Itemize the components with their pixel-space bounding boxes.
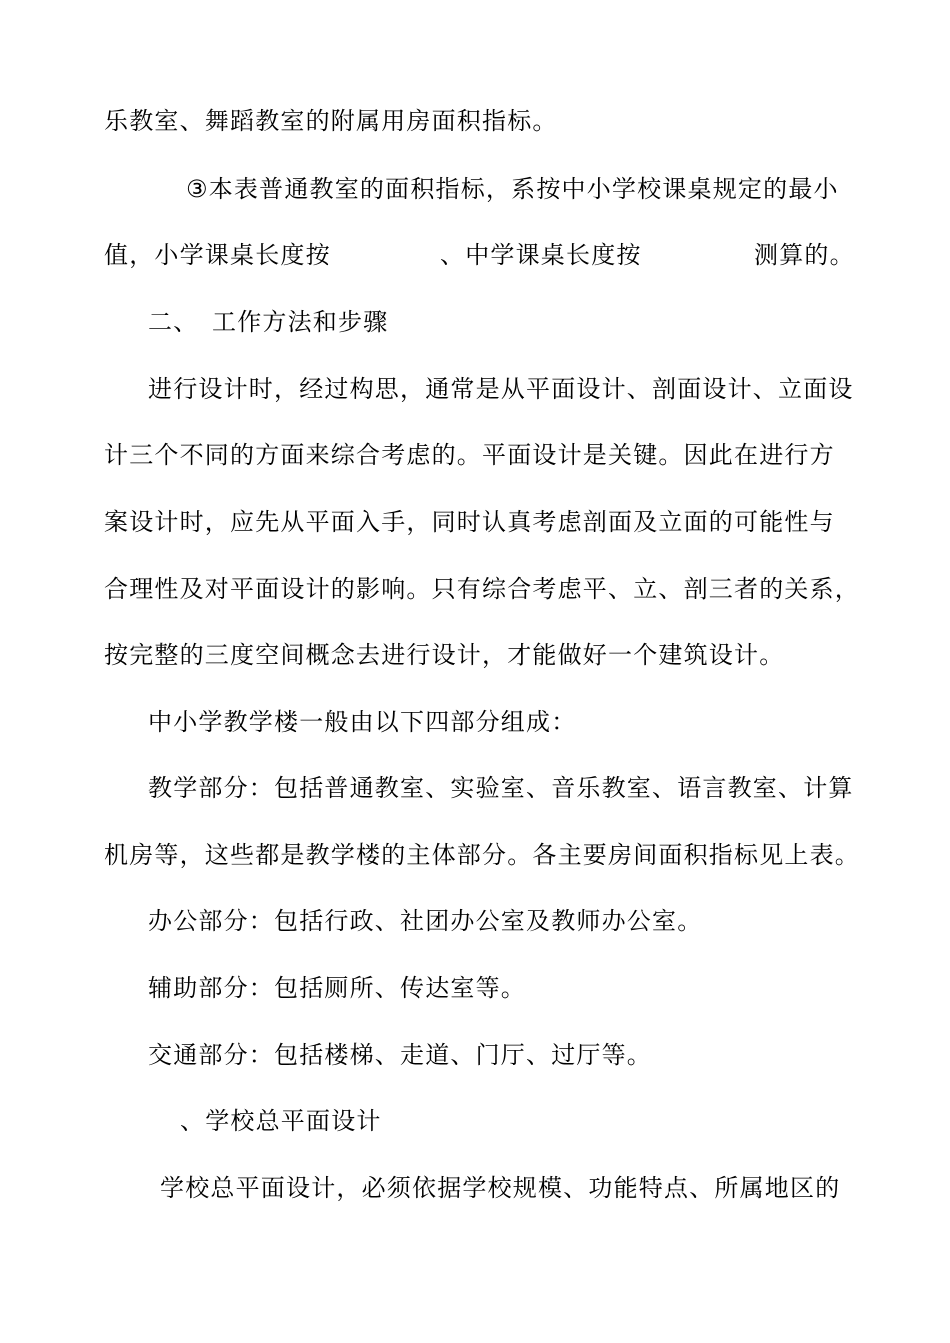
text-line: 中小学教学楼一般由以下四部分组成： (148, 708, 577, 736)
text-segment: 测算的。 (754, 241, 855, 269)
text-line: 计三个不同的方面来综合考虑的。平面设计是关键。因此在进行方 (104, 441, 835, 469)
text-line: 案设计时，应先从平面入手，同时认真考虑剖面及立面的可能性与 (104, 508, 835, 536)
section-heading (104, 307, 389, 427)
text-line: ③本表普通教室的面积指标，系按中小学校课桌规定的最小 (186, 175, 839, 203)
text-line: 乐教室、舞蹈教室的附属用房面积指标。 (104, 107, 558, 135)
section-title: 工作方法和步骤 (212, 308, 389, 336)
text-line: 合理性及对平面设计的影响。只有综合考虑平、立、剖三者的关系， (104, 575, 860, 603)
text-line: 学校总平面设计，必须依据学校规模、功能特点、所属地区的 (160, 1174, 841, 1202)
text-line: 按完整的三度空间概念去进行设计，才能做好一个建筑设计。 (104, 641, 785, 669)
text-line: 办公部分：包括行政、社团办公室及教师办公室。 (148, 907, 703, 935)
text-segment: 值，小学课桌长度按 (104, 241, 331, 269)
text-line: 机房等，这些都是教学楼的主体部分。各主要房间面积指标见上表。 (104, 841, 860, 869)
text-segment: 、中学课桌长度按 (440, 241, 642, 269)
text-line: 辅助部分：包括厕所、传达室等。 (148, 974, 526, 1002)
text-line: 教学部分：包括普通教室、实验室、音乐教室、语言教室、计算 (148, 774, 854, 802)
section-number: 二、 (148, 308, 199, 336)
section-heading: 、学校总平面设计 (180, 1107, 382, 1135)
text-line: 交通部分：包括楼梯、走道、门厅、过厅等。 (148, 1041, 652, 1069)
text-line: 进行设计时，经过构思，通常是从平面设计、剖面设计、立面设 (148, 375, 854, 403)
